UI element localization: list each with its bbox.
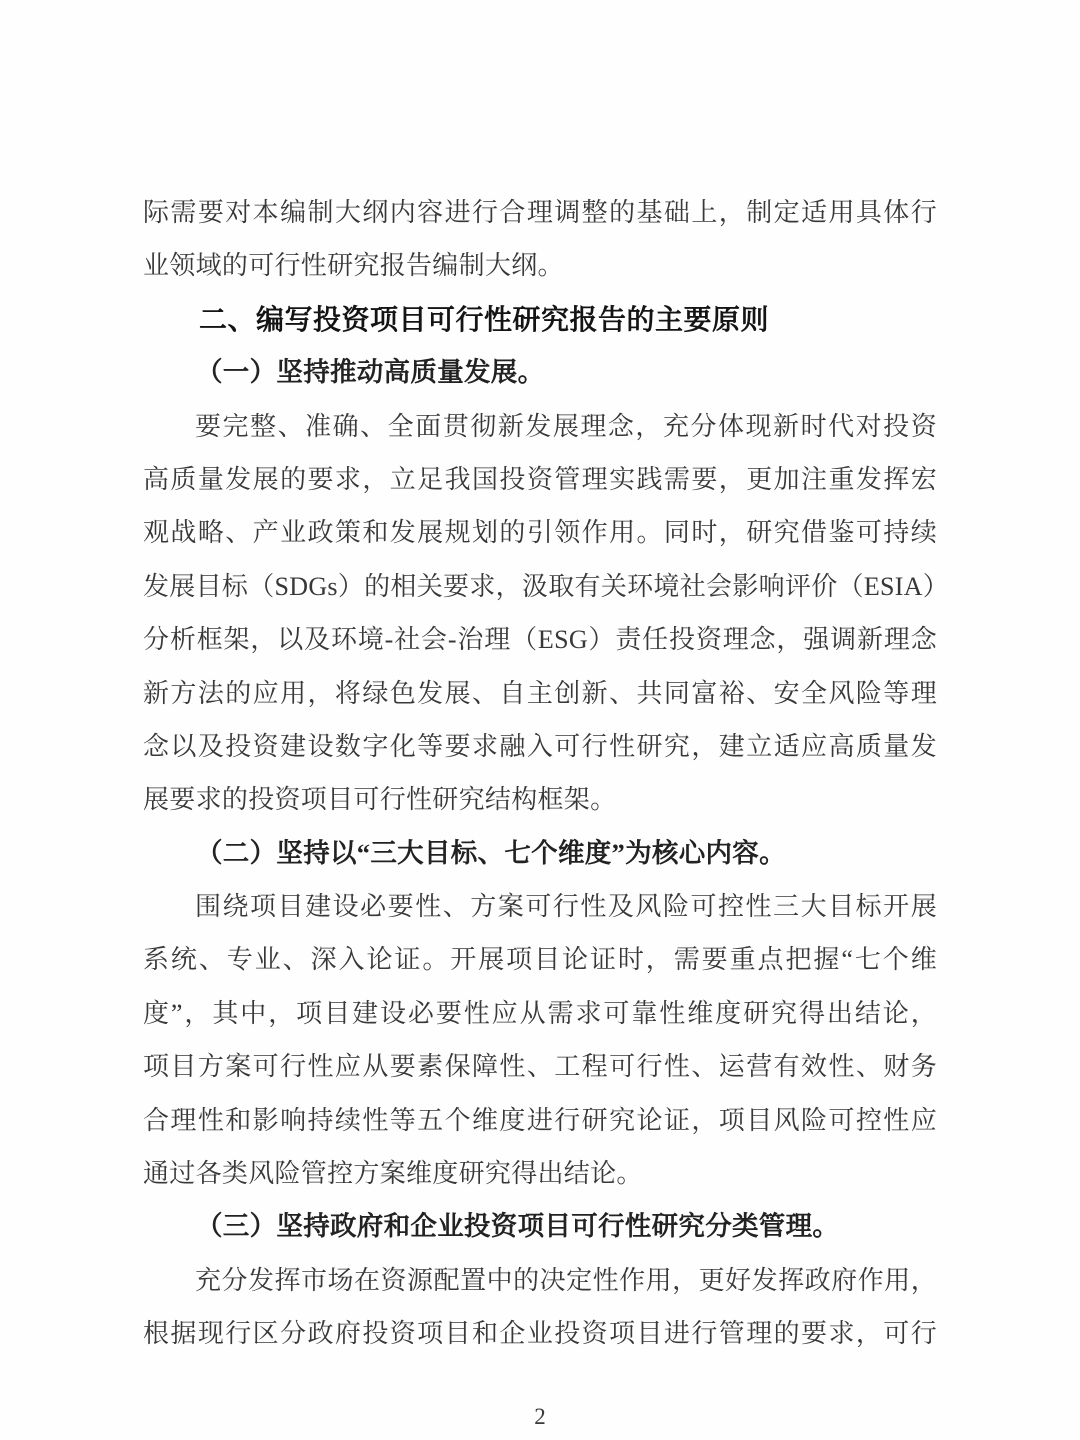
document-body <box>143 0 950 1361</box>
text-line: 发展目标（SDGs）的相关要求，汲取有关环境社会影响评价（ESIA） <box>143 571 950 601</box>
text-line: 合理性和影响持续性等五个维度进行研究论证，项目风险可控性应 <box>143 1105 937 1135</box>
text-line: 要完整、准确、全面贯彻新发展理念，充分体现新时代对投资 <box>195 411 937 441</box>
text-line: 通过各类风险管控方案维度研究得出结论。 <box>143 1159 643 1189</box>
text-line: 业领域的可行性研究报告编制大纲。 <box>143 251 564 281</box>
text-line: 围绕项目建设必要性、方案可行性及风险可控性三大目标开展 <box>195 892 937 922</box>
text-line: 项目方案可行性应从要素保障性、工程可行性、运营有效性、财务 <box>143 1052 937 1082</box>
text-line: 高质量发展的要求，立足我国投资管理实践需要，更加注重发挥宏 <box>143 464 937 494</box>
subsection-heading: （三）坚持政府和企业投资项目可行性研究分类管理。 <box>196 1211 840 1242</box>
text-line: 念以及投资建设数字化等要求融入可行性研究，建立适应高质量发 <box>143 731 937 761</box>
text-line: 观战略、产业政策和发展规划的引领作用。同时，研究借鉴可持续 <box>143 518 937 548</box>
subsection-heading: （二）坚持以“三大目标、七个维度”为核心内容。 <box>196 837 786 868</box>
section-heading: 二、编写投资项目可行性研究报告的主要原则 <box>199 303 770 335</box>
text-line: 际需要对本编制大纲内容进行合理调整的基础上，制定适用具体行 <box>143 198 937 227</box>
text-line: 充分发挥市场在资源配置中的决定性作用，更好发挥政府作用， <box>195 1265 937 1295</box>
page-number: 2 <box>534 1404 546 1429</box>
text-line: 系统、专业、深入论证。开展项目论证时，需要重点把握“七个维 <box>143 945 937 975</box>
text-line: 新方法的应用，将绿色发展、自主创新、共同富裕、安全风险等理 <box>143 678 937 708</box>
text-line: 根据现行区分政府投资项目和企业投资项目进行管理的要求，可行 <box>143 1319 937 1349</box>
text-line: 展要求的投资项目可行性研究结构框架。 <box>143 785 617 815</box>
text-line: 度”，其中，项目建设必要性应从需求可靠性维度研究得出结论， <box>143 998 937 1028</box>
subsection-heading: （一）坚持推动高质量发展。 <box>196 357 545 388</box>
text-line: 分析框架，以及环境-社会-治理（ESG）责任投资理念，强调新理念 <box>143 625 937 655</box>
